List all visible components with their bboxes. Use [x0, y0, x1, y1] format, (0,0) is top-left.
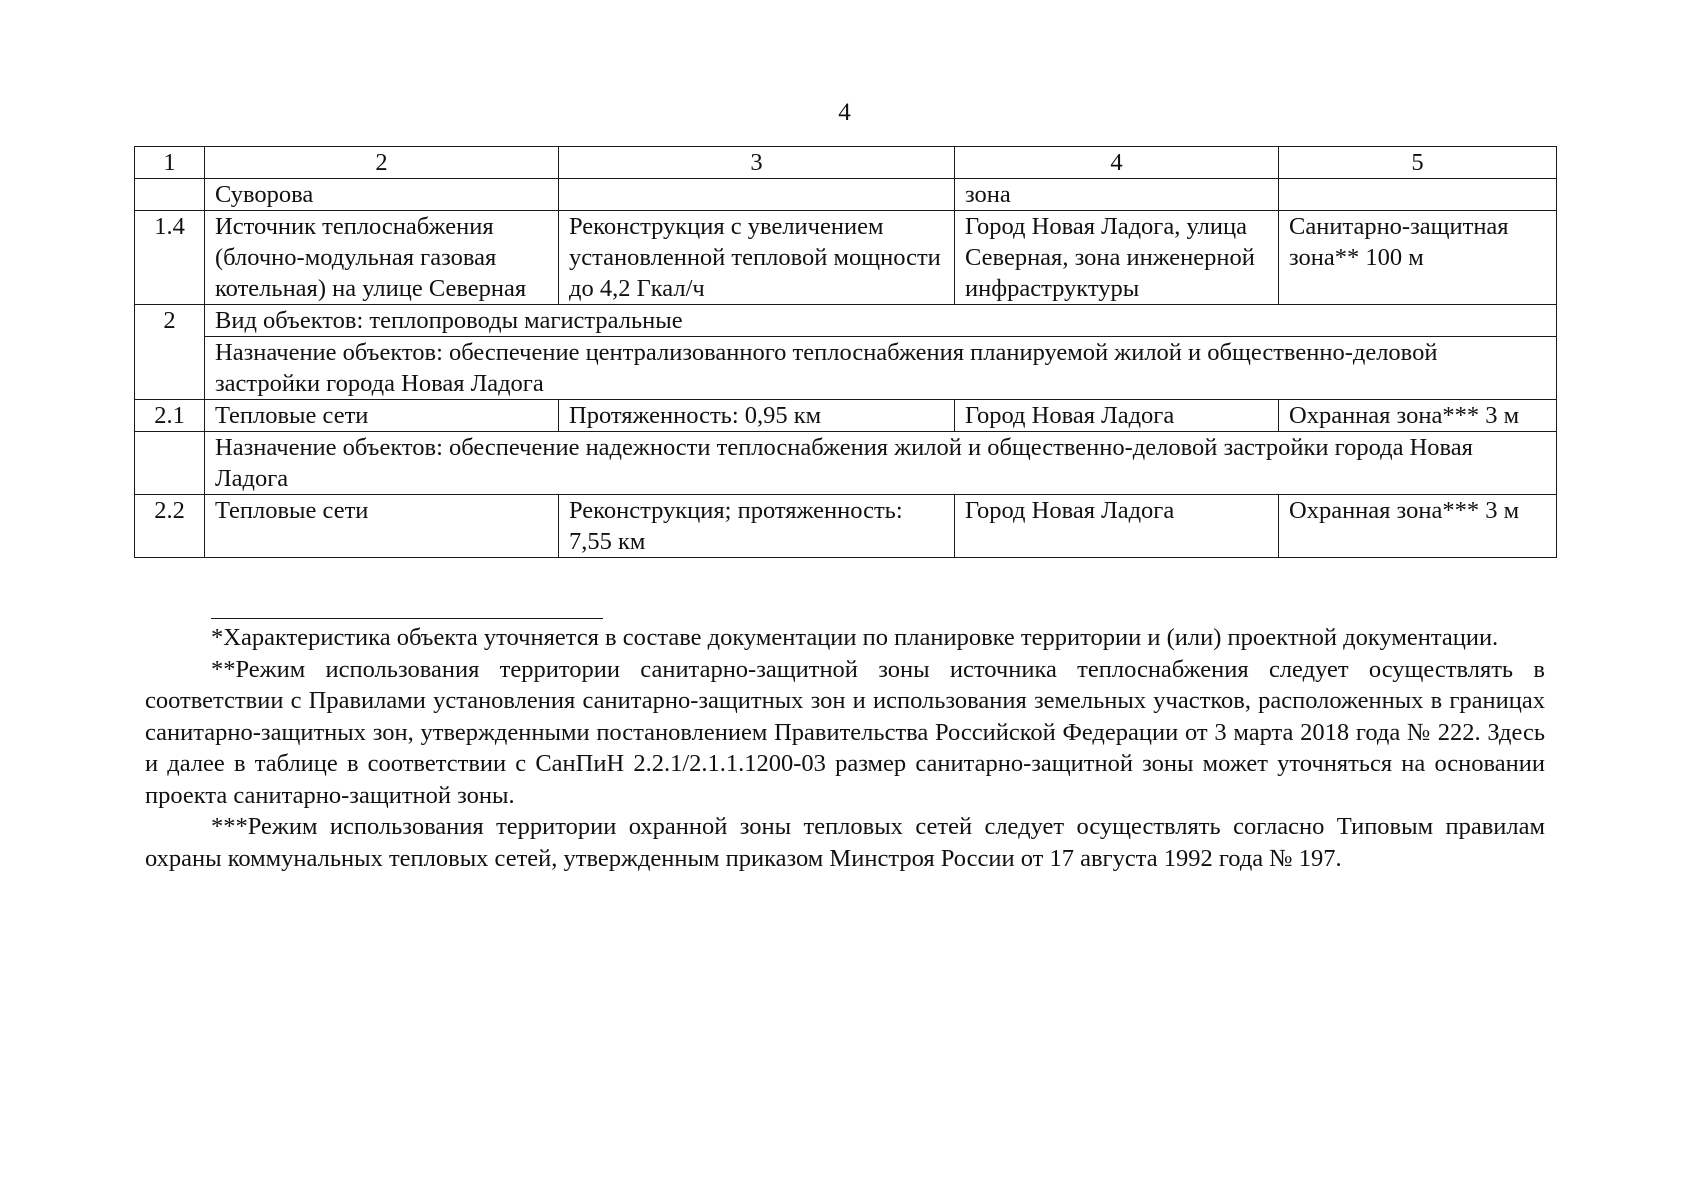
- row-number-cell: [135, 179, 205, 211]
- header-cell-5: 5: [1279, 147, 1557, 179]
- zone-cell: [1279, 179, 1557, 211]
- footnote-1: *Характеристика объекта уточняется в составе документации по планировке территории и (или) проектной документации.: [211, 624, 1499, 651]
- header-cell-3: 3: [559, 147, 955, 179]
- table-row: [135, 495, 1557, 558]
- table-row: [135, 400, 1557, 432]
- table-row: [135, 179, 1557, 211]
- header-cell-2: 2: [205, 147, 559, 179]
- zone-cell: Санитарно-защитная зона** 100 м: [1279, 211, 1557, 305]
- object-cell: Источник теплоснабжения (блочно-модульная газовая котельная) на улице Северная: [205, 211, 559, 305]
- characteristics-cell: Реконструкция с увеличением установленной тепловой мощности до 4,2 Гкал/ч: [559, 211, 955, 305]
- table-header-row: [135, 147, 1557, 179]
- object-type-cell: Вид объектов: теплопроводы магистральные: [205, 305, 1557, 337]
- table-row: [135, 432, 1557, 495]
- table-row: [135, 337, 1557, 400]
- object-purpose-cell: Назначение объектов: обеспечение надежности теплоснабжения жилой и общественно-деловой застройки города Новая Ладога: [205, 432, 1557, 495]
- object-cell: Суворова: [205, 179, 559, 211]
- characteristics-cell: Реконструкция; протяженность: 7,55 км: [559, 495, 955, 558]
- row-number-cell: 2.2: [135, 495, 205, 558]
- header-cell-1: 1: [135, 147, 205, 179]
- object-cell: Тепловые сети: [205, 495, 559, 558]
- object-purpose-cell: Назначение объектов: обеспечение централизованного теплоснабжения планируемой жилой и общественно-деловой застройки города Новая Ладога: [205, 337, 1557, 400]
- row-number-cell: 1.4: [135, 211, 205, 305]
- row-number-cell: 2.1: [135, 400, 205, 432]
- location-cell: Город Новая Ладога: [955, 495, 1279, 558]
- footnote-2: **Режим использования территории санитарно-защитной зоны источника теплоснабжения следует осуществлять в соответствии с Правилами установления санитарно-защитных зон и использования земельных участков, расположенных в границах санитарно-защитных зон, утвержденными постановлением Правительства Российской Федерации от 3 марта 2018 года № 222. Здесь и далее в таблице в соответствии с СанПиН 2.2.1/2.1.1.1200-03 размер санитарно-защитной зоны может уточняться на основании проекта санитарно-защитной зоны.: [145, 655, 1545, 809]
- row-number-cell: 2: [135, 305, 205, 400]
- footnote-3: ***Режим использования территории охранной зоны тепловых сетей следует осуществлять согласно Типовым правилам охраны коммунальных тепловых сетей, утвержденным приказом Минстроя России от 17 августа 1992 года № 197.: [145, 813, 1545, 872]
- location-cell: Город Новая Ладога, улица Северная, зона инженерной инфраструктуры: [955, 211, 1279, 305]
- location-cell: Город Новая Ладога: [955, 400, 1279, 432]
- characteristics-cell: Протяженность: 0,95 км: [559, 400, 955, 432]
- row-number-cell: [135, 432, 205, 495]
- objects-table: [134, 146, 1557, 558]
- location-cell: зона: [955, 179, 1279, 211]
- table-row: [135, 305, 1557, 337]
- header-cell-4: 4: [955, 147, 1279, 179]
- characteristics-cell: [559, 179, 955, 211]
- page-number: 4: [838, 99, 851, 126]
- table-row: [135, 211, 1557, 305]
- zone-cell: Охранная зона*** 3 м: [1279, 400, 1557, 432]
- footnotes: [145, 622, 1545, 874]
- object-cell: Тепловые сети: [205, 400, 559, 432]
- zone-cell: Охранная зона*** 3 м: [1279, 495, 1557, 558]
- footnote-separator: [211, 618, 603, 619]
